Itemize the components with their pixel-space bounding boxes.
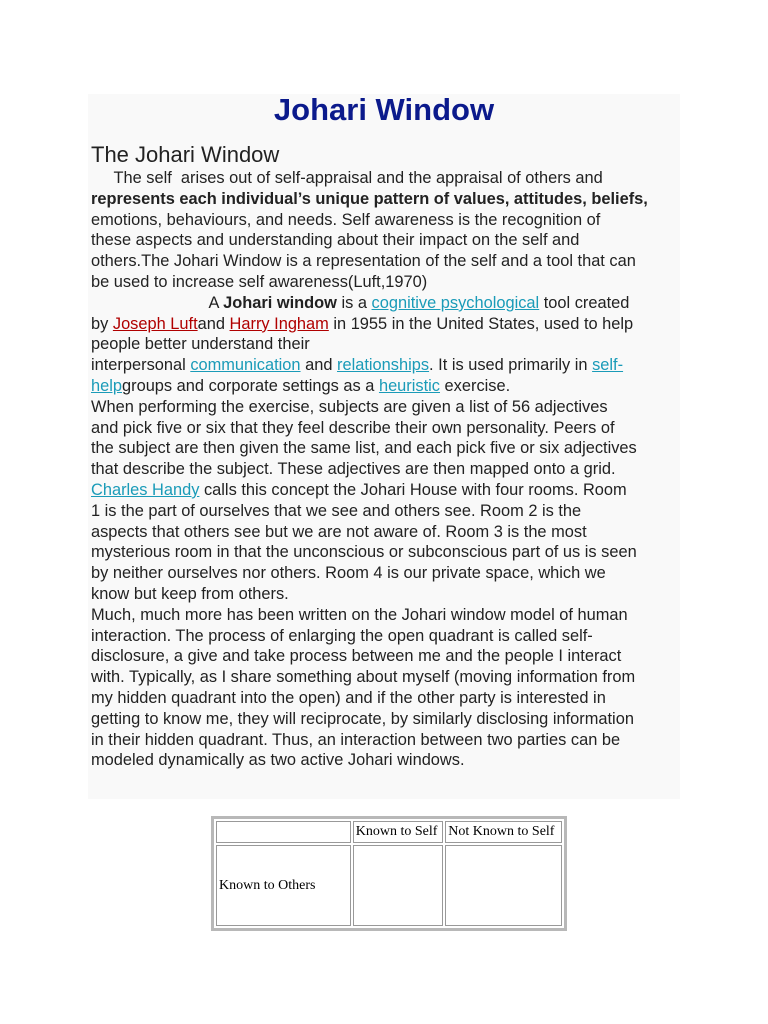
inline-text: . It is used primarily in xyxy=(429,356,593,375)
inline-text: and xyxy=(197,314,230,333)
table-row xyxy=(216,845,562,926)
paragraph-line: others.The Johari Window is a representation of the self and a tool that can xyxy=(91,252,636,271)
inline-text: exercise. xyxy=(440,376,511,395)
inline-text: in 1955 in the United States, used to help xyxy=(328,314,634,333)
table-cell: Known to Others xyxy=(216,845,351,926)
paragraph-line: by neither ourselves nor others. Room 4 is our private space, which we xyxy=(91,564,606,583)
paragraph-line: people better understand their xyxy=(91,335,310,354)
inline-text: tool created xyxy=(539,293,630,312)
paragraph-line: 1 is the part of ourselves that we see and others see. Room 2 is the xyxy=(91,501,582,520)
inline-text: and xyxy=(300,356,338,375)
paragraph-line: know but keep from others. xyxy=(91,584,289,603)
link-self-help-cont[interactable]: help xyxy=(91,376,122,395)
document-title: Johari Window xyxy=(273,92,495,127)
paragraph-line-bold: represents each individual’s unique pattern of values, attitudes, beliefs, xyxy=(91,189,648,208)
table-header-cell: Known to Self xyxy=(353,821,444,843)
table-header-cell xyxy=(216,821,351,843)
paragraph-line xyxy=(91,355,691,376)
inline-text: by xyxy=(91,314,113,333)
link-harry-ingham[interactable]: Harry Ingham xyxy=(229,314,329,333)
inline-text: is a xyxy=(336,293,372,312)
paragraph-line xyxy=(91,293,691,314)
paragraph-line: getting to know me, they will reciprocate, by similarly disclosing information xyxy=(91,709,634,728)
paragraph-line: be used to increase self awareness(Luft,1970) xyxy=(91,272,428,291)
paragraph-line xyxy=(91,480,691,501)
indent-text: A xyxy=(91,293,224,312)
inline-text: groups and corporate settings as a xyxy=(122,376,379,395)
link-cognitive-psychological[interactable]: cognitive psychological xyxy=(371,293,540,312)
body-text xyxy=(91,168,691,771)
table-cell xyxy=(353,845,444,926)
inline-text: interpersonal xyxy=(91,356,191,375)
paragraph-line: Much, much more has been written on the Johari window model of human xyxy=(91,605,628,624)
link-joseph-luft[interactable]: Joseph Luft xyxy=(112,314,198,333)
paragraph-line: with. Typically, as I share something about myself (moving information from xyxy=(91,668,636,687)
paragraph-line: my hidden quadrant into the open) and if the other party is interested in xyxy=(91,688,606,707)
paragraph-line: mysterious room in that the unconscious or subconscious part of us is seen xyxy=(91,543,637,562)
paragraph-line: interaction. The process of enlarging the open quadrant is called self- xyxy=(91,626,593,645)
paragraph-line: these aspects and understanding about their impact on the self and xyxy=(91,231,580,250)
paragraph-line: The self arises out of self-appraisal and the appraisal of others and xyxy=(91,169,603,187)
paragraph-line xyxy=(91,314,691,335)
paragraph-line: and pick five or six that they feel describe their own personality. Peers of xyxy=(91,418,615,437)
link-self-help[interactable]: self- xyxy=(592,356,624,375)
johari-table xyxy=(211,816,567,931)
paragraph-line: aspects that others see but we are not aware of. Room 3 is the most xyxy=(91,522,587,541)
bold-term: Johari window xyxy=(223,293,337,312)
inline-text: calls this concept the Johari House with four rooms. Room xyxy=(199,480,627,499)
link-heuristic[interactable]: heuristic xyxy=(378,376,440,395)
paragraph-line: in their hidden quadrant. Thus, an interaction between two parties can be xyxy=(91,730,621,749)
link-relationships[interactable]: relationships xyxy=(337,356,430,375)
paragraph-line: emotions, behaviours, and needs. Self awareness is the recognition of xyxy=(91,210,601,229)
table-header-row xyxy=(216,821,562,843)
paragraph-line: the subject are then given the same list, and each pick five or six adjectives xyxy=(91,439,637,458)
link-charles-handy[interactable]: Charles Handy xyxy=(91,480,200,499)
link-communication[interactable]: communication xyxy=(190,356,301,375)
section-heading: The Johari Window xyxy=(91,142,280,167)
table-header-cell: Not Known to Self xyxy=(445,821,562,843)
paragraph-line: disclosure, a give and take process between me and the people I interact xyxy=(91,647,622,666)
paragraph-line: modeled dynamically as two active Johari windows. xyxy=(91,751,465,770)
paragraph-line: When performing the exercise, subjects are given a list of 56 adjectives xyxy=(91,397,608,416)
paragraph-line: that describe the subject. These adjectives are then mapped onto a grid. xyxy=(91,460,616,479)
paragraph-line xyxy=(91,376,691,397)
table-cell xyxy=(445,845,562,926)
